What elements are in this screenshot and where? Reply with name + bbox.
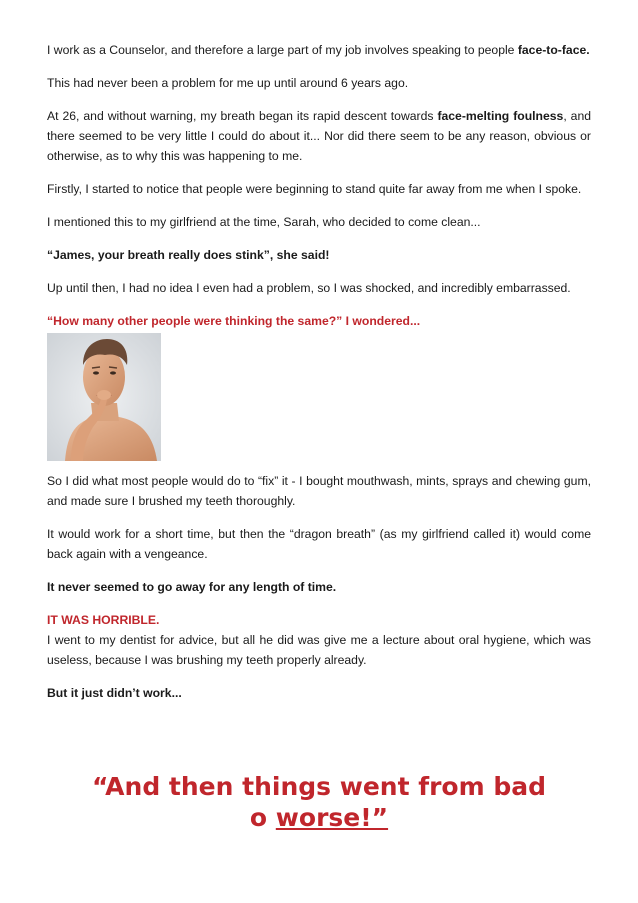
paragraph: I mentioned this to my girlfriend at the time, Sarah, who decided to come clean... bbox=[47, 215, 481, 229]
emphasis-text: face-to-face. bbox=[517, 43, 590, 57]
paragraph-bold bbox=[47, 577, 591, 597]
paragraph-intro bbox=[47, 40, 591, 60]
bold-text: It never seemed to go away for any length of time. bbox=[47, 580, 337, 594]
paragraph-text: , and there seemed to be very little I could do about it... Nor did there seem to be any reason, obvious or otherwise, as to why this was happening to me. bbox=[47, 109, 592, 163]
headline-text: o bbox=[249, 803, 276, 832]
paragraph: It would work for a short time, but then the “dragon breath” (as my girlfriend called it) would come back again with a vengeance. bbox=[47, 527, 591, 561]
man-photo bbox=[47, 333, 161, 461]
quote-red: “How many other people were thinking the same?” I wondered... bbox=[47, 314, 421, 328]
quote-text: “James, your breath really does stink”, she said! bbox=[47, 248, 330, 262]
headline-underlined: worse!” bbox=[275, 803, 389, 832]
paragraph: Firstly, I started to notice that people were beginning to stand quite far away from me when I spoke. bbox=[47, 182, 582, 196]
paragraph: This had never been a problem for me up until around 6 years ago. bbox=[47, 76, 409, 90]
emphasis-text: face-melting foulness bbox=[437, 109, 564, 123]
headline-line-2 bbox=[0, 802, 638, 833]
bold-text: But it just didn’t work... bbox=[47, 686, 182, 700]
alert-heading: IT WAS HORRIBLE. bbox=[47, 613, 160, 627]
paragraph-text: I work as a Counselor, and therefore a large part of my job involves speaking to people bbox=[47, 43, 518, 57]
article-body bbox=[47, 40, 591, 703]
paragraph: So I did what most people would do to “fix” it - I bought mouthwash, mints, sprays and chewing gum, and made sure I brushed my teeth thoroughly. bbox=[47, 474, 591, 508]
headline bbox=[0, 771, 638, 833]
paragraph: Up until then, I had no idea I even had a problem, so I was shocked, and incredibly embarrassed. bbox=[47, 281, 571, 295]
paragraph: I went to my dentist for advice, but all he did was give me a lecture about oral hygiene, which was useless, because I was brushing my teeth properly already. bbox=[47, 633, 591, 667]
paragraph bbox=[47, 106, 591, 166]
paragraph-text: At 26, and without warning, my breath began its rapid descent towards bbox=[47, 109, 438, 123]
quote-bold bbox=[47, 245, 591, 265]
headline-line-1: “And then things went from bad bbox=[91, 772, 547, 801]
paragraph-bold bbox=[47, 683, 591, 703]
